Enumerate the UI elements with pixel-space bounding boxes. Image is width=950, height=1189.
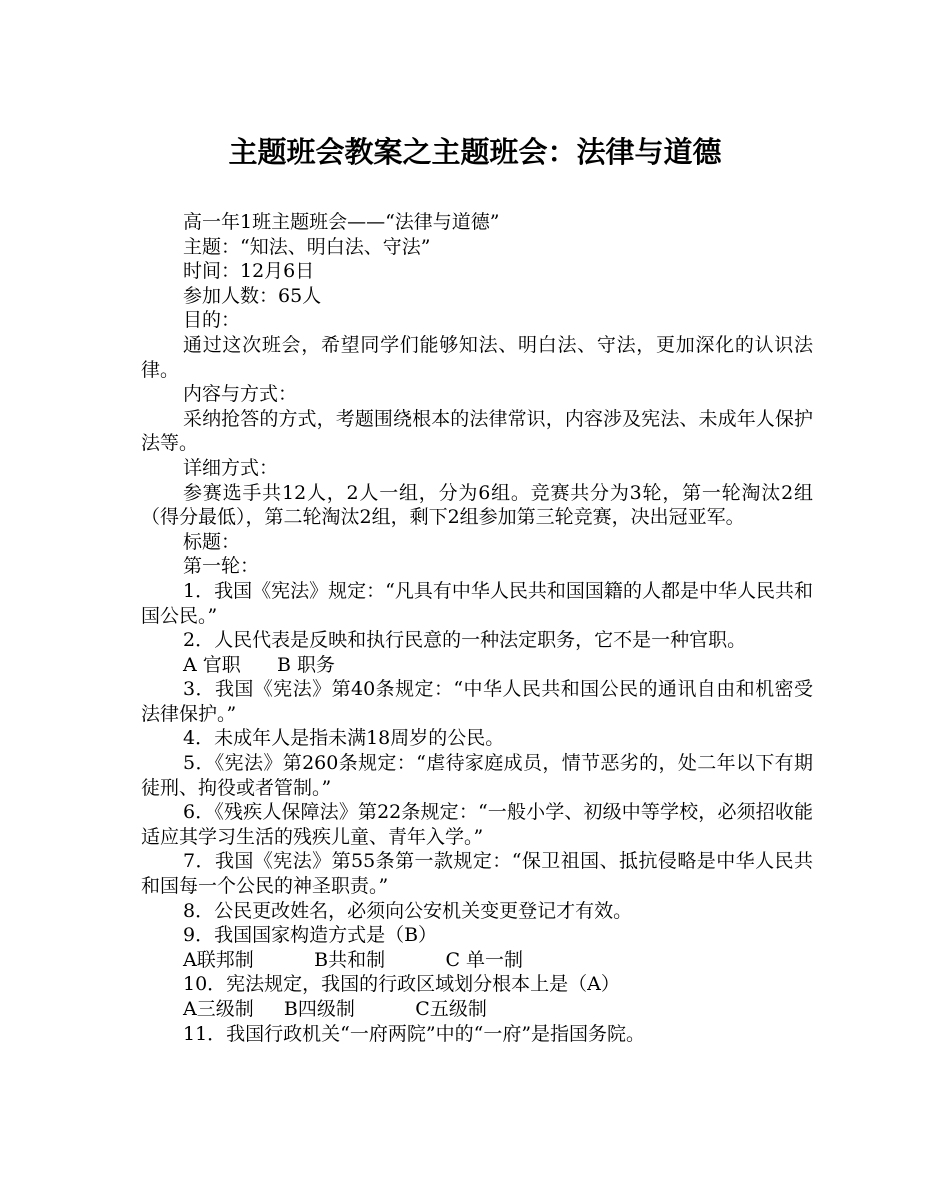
question-9: 9．我国国家构造方式是（B）: [183, 924, 438, 947]
detailed-method-label: 详细方式：: [183, 456, 279, 479]
question-2: 2．人民代表是反映和执行民意的一种法定职务，它不是一种官职。: [183, 629, 747, 652]
time-line: 时间：12月6日: [183, 260, 315, 283]
question-4: 4．未成年人是指未满18周岁的公民。: [183, 727, 505, 750]
question-6: 6．《残疾人保障法》第22条规定：“一般小学、初级中等学校，必须招收能适应其学习生活的残疾儿童、青年入学。”: [141, 801, 813, 848]
question-10: 10．宪法规定，我国的行政区域划分根本上是（A）: [183, 973, 620, 996]
question-1: 1．我国《宪法》规定：“凡具有中华人民共和国国籍的人都是中华人民共和国公民。”: [141, 579, 813, 627]
participants-line: 参加人数：65人: [183, 284, 322, 307]
question-5: 5．《宪法》第260条规定：“虐待家庭成员，情节恶劣的，处二年以下有期徒刑、拘役或者管制。”: [141, 752, 813, 799]
questions-label: 标题：: [183, 530, 241, 553]
question-10-options: A三级制 B四级制 C五级制: [183, 998, 487, 1020]
content-method-text: 采纳抢答的方式，考题围绕根本的法律常识，内容涉及宪法、未成年人保护法等。: [141, 407, 813, 455]
round-one-label: 第一轮：: [183, 555, 260, 578]
question-7: 7．我国《宪法》第55条第一款规定：“保卫祖国、抵抗侵略是中华人民共和国每一个公民的神圣职责。”: [141, 850, 813, 898]
question-2-options: A 官职 B 职务: [183, 653, 336, 676]
question-3: 3．我国《宪法》第40条规定：“中华人民共和国公民的通讯自由和机密受法律保护。”: [141, 678, 813, 725]
document-title: 主题班会教案之主题班会：法律与道德: [228, 135, 722, 169]
theme-line: 主题：“知法、明白法、守法”: [183, 235, 431, 258]
question-9-options: A联邦制 B共和制 C 单一制: [183, 948, 524, 971]
content-method-label: 内容与方式：: [183, 383, 298, 406]
question-11: 11．我国行政机关“一府两院”中的“一府”是指国务院。: [183, 1022, 646, 1045]
detailed-method-text: 参赛选手共12人，2人一组，分为6组。竞赛共分为3轮，第一轮淘汰2组（得分最低），第二轮淘汰2组，剩下2组参加第三轮竞赛，决出冠亚军。: [141, 481, 813, 529]
purpose-label: 目的：: [183, 309, 241, 332]
class-meeting-heading: 高一年1班主题班会——“法律与道德”: [183, 211, 500, 233]
document-body: [141, 210, 813, 1046]
purpose-text: 通过这次班会，希望同学们能够知法、明白法、守法，更加深化的认识法律。: [141, 333, 813, 381]
question-8: 8．公民更改姓名，必须向公安机关变更登记才有效。: [183, 899, 633, 922]
